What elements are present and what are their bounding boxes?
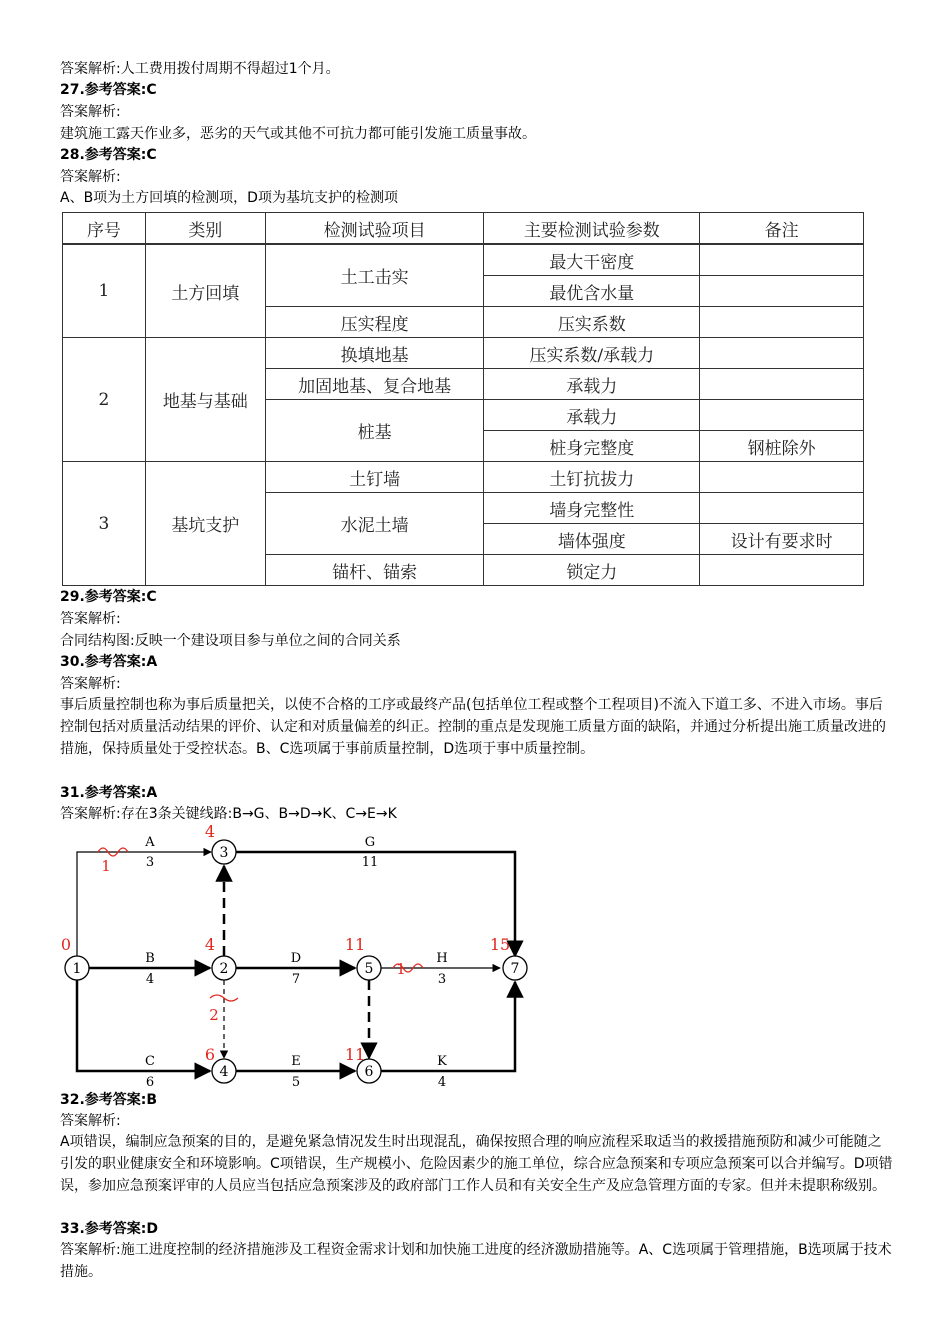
table-cell: 水泥土墙 [265,493,484,555]
analysis-label-29: 答案解析: [60,611,121,627]
table-row [63,244,864,276]
free-float-A: 1 [101,857,111,875]
table-cell: 地基与基础 [145,338,265,462]
table-cell: 换填地基 [265,338,484,369]
early-time-node-2: 4 [204,935,216,954]
node-7 [503,956,527,980]
table-cell: 锚杆、锚索 [265,555,484,586]
table-cell: 3 [63,462,146,586]
early-time-node-3: 4 [204,822,216,841]
header-cell: 类别 [145,213,265,245]
table-cell [700,307,864,338]
inspection-table [62,212,864,586]
arrow-C [77,980,210,1071]
activity-B-name: B [145,951,155,966]
node-label: 7 [510,961,520,977]
table-cell: 土钉抗拔力 [484,462,700,493]
table-cell: 桩身完整度 [484,431,700,462]
node-2 [212,956,236,980]
table-row [63,462,864,493]
early-time-node-1: 0 [60,935,72,954]
node-label: 5 [364,961,374,977]
table-cell: 承载力 [484,369,700,400]
header-cell: 备注 [700,213,864,245]
table-cell: 最优含水量 [484,276,700,307]
analysis-text-30: 事后质量控制也称为事后质量把关，以使不合格的工序或最终产品(包括单位工程或整个工程项目)不流入下道工多、不进入市场。事后控制包括对质量活动结果的评价、认定和对质量偏差的纠正。控制的重点是发现施工质量方面的缺陷，并通过分析提出施工质量改进的措施，保持质量处于受控状态。B、C选项属于事前质量控制，D选项于事中质量控制。 [60,697,886,757]
table-cell: 土方回填 [145,244,265,338]
arrow-K [381,982,515,1071]
table-cell: 设计有要求时 [700,524,864,555]
node-1 [65,956,89,980]
activity-D-name: D [290,951,302,966]
node-5 [357,956,381,980]
header-cell: 检测试验项目 [265,213,484,245]
early-time-node-4: 6 [204,1045,216,1064]
table-cell: 压实系数 [484,307,700,338]
table-cell: 桩基 [265,400,484,462]
activity-A-name: A [145,835,155,850]
analysis-label-32: 答案解析: [60,1113,121,1129]
node-label: 3 [219,845,229,861]
table-cell: 土钉墙 [265,462,484,493]
activity-E-name: E [291,1054,301,1069]
early-time-node-6: 11 [344,1045,366,1064]
table-cell: 压实程度 [265,307,484,338]
table-cell: 锁定力 [484,555,700,586]
answer-31: 31.参考答案:A [60,785,158,801]
table-cell [700,400,864,431]
activity-C-name: C [145,1054,155,1069]
free-float-dummy: 2 [209,1006,219,1024]
header-cell: 主要检测试验参数 [484,213,700,245]
table-cell [700,369,864,400]
table-cell [700,555,864,586]
answer-28: 28.参考答案:C [60,147,157,163]
activity-G-duration: 11 [361,855,379,870]
analysis-text-33: 答案解析:施工进度控制的经济措施涉及工程资金需求计划和加快施工进度的经济激励措施等。A、C选项属于管理措施，B选项属于技术措施。 [60,1242,892,1280]
activity-B-duration: 4 [145,972,155,987]
table-cell [700,244,864,276]
activity-A-duration: 3 [145,855,155,870]
table-cell: 墙身完整性 [484,493,700,524]
activity-K-duration: 4 [437,1075,447,1090]
activity-E-duration: 5 [291,1075,301,1090]
table-cell: 承载力 [484,400,700,431]
activity-H-name: H [436,951,448,966]
analysis-label-27: 答案解析: [60,104,121,120]
analysis-text-32: A项错误，编制应急预案的目的，是避免紧急情况发生时出现混乱，确保按照合理的响应流程采取适当的救援措施预防和减少可能随之引发的职业健康安全和环境影响。C项错误，生产规模小、危险因素少的施工单位，综合应急预案和专项应急预案可以合并编写。D项错误，参加应急预案评审的人员应当包括应急预案涉及的政府部门工作人员和有关安全生产及应急管理方面的专家。但并未提职称级别。 [60,1134,893,1194]
table-cell: 加固地基、复合地基 [265,369,484,400]
answer-analysis-26: 答案解析:人工费用拨付周期不得超过1个月。 [60,61,340,77]
table-cell: 土工击实 [265,244,484,307]
activity-K-name: K [437,1054,447,1069]
table-cell [700,338,864,369]
table-cell: 压实系数/承载力 [484,338,700,369]
node-4 [212,1059,236,1083]
table-cell: 2 [63,338,146,462]
arrow-A [77,852,211,956]
table-cell: 墙体强度 [484,524,700,555]
early-time-node-7: 15 [489,935,511,954]
early-time-node-5: 11 [344,935,366,954]
analysis-text-27: 建筑施工露天作业多，恶劣的天气或其他不可抗力都可能引发施工质量事故。 [60,126,536,142]
analysis-text-28: A、B项为土方回填的检测项，D项为基坑支护的检测项 [60,190,398,206]
table-cell: 基坑支护 [145,462,265,586]
table-cell: 最大干密度 [484,244,700,276]
analysis-text-29: 合同结构图:反映一个建设项目参与单位之间的合同关系 [60,633,401,649]
analysis-label-30: 答案解析: [60,676,121,692]
table-cell [700,462,864,493]
answer-27: 27.参考答案:C [60,82,157,98]
activity-C-duration: 6 [145,1075,155,1090]
table-header-row [63,213,864,245]
node-label: 1 [72,961,82,977]
activity-H-duration: 3 [437,972,447,987]
answer-32: 32.参考答案:B [60,1092,158,1108]
table-cell: 1 [63,244,146,338]
table-cell [700,493,864,524]
network-diagram [60,822,530,1090]
table-cell [700,276,864,307]
analysis-text-31: 答案解析:存在3条关键线路:B→G、B→D→K、C→E→K [60,806,397,822]
answer-33: 33.参考答案:D [60,1221,159,1237]
activity-D-duration: 7 [291,972,301,987]
node-label: 4 [219,1064,229,1080]
node-3 [212,840,236,864]
table-cell: 钢桩除外 [700,431,864,462]
analysis-label-28: 答案解析: [60,169,121,185]
node-label: 2 [219,961,229,977]
header-cell: 序号 [63,213,146,245]
answer-30: 30.参考答案:A [60,654,158,670]
activity-G-name: G [364,835,376,850]
node-label: 6 [364,1064,374,1080]
table-row [63,338,864,369]
answer-29: 29.参考答案:C [60,589,157,605]
free-float-H: 1 [396,960,406,978]
